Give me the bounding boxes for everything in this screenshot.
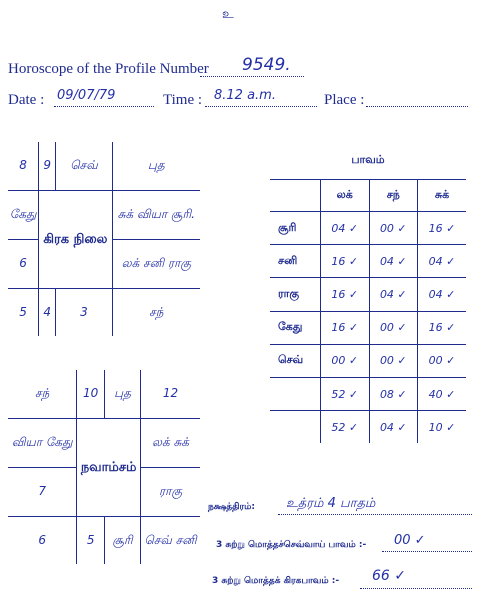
rasi-center-label: கிரக நிலை	[39, 190, 112, 288]
bavam-cell: 00 ✓	[369, 311, 418, 344]
bavam-cell: 16 ✓	[321, 311, 370, 344]
rasi-house: லக் சனி ராகு	[112, 239, 201, 288]
navamsa-house: புத	[105, 369, 141, 418]
bavam-cell: 04 ✓	[321, 211, 370, 244]
place-label: Place :	[324, 92, 365, 108]
navamsa-center-label: நவாம்சம்	[77, 418, 141, 516]
navamsa-house: 6	[7, 516, 77, 565]
bavam-table	[268, 141, 468, 445]
profile-number-line	[200, 76, 304, 77]
bavam-column-header: சுக்	[418, 179, 467, 211]
bavam-planet	[269, 378, 321, 411]
bavam-cell: 52 ✓	[321, 411, 370, 444]
bavam-total-row	[269, 378, 467, 411]
navamsa-house: ராகு	[141, 467, 201, 516]
rasi-house: 8	[7, 141, 39, 190]
bavam-cell: 40 ✓	[418, 378, 467, 411]
bavam-planet	[269, 411, 321, 444]
rasi-house: 3	[56, 288, 112, 337]
bavam-column-header: சந்	[369, 179, 418, 211]
bavam-cell: 16 ✓	[321, 278, 370, 311]
bavam-cell: 52 ✓	[321, 378, 370, 411]
bavam-cell: 00 ✓	[369, 344, 418, 377]
sevvai-total-label: 3 சுற்று மொத்தச்செவ்வாய் பாவம் :-	[216, 540, 367, 550]
bavam-cell: 04 ✓	[369, 278, 418, 311]
navamsa-house: 7	[7, 467, 77, 516]
bavam-cell: 16 ✓	[418, 211, 467, 244]
bavam-cell: 16 ✓	[418, 311, 467, 344]
bavam-planet: செவ்	[269, 344, 321, 377]
bavam-row	[269, 311, 467, 344]
date-label: Date :	[8, 92, 45, 108]
rasi-house: சுக் வியா சூரி.	[112, 190, 201, 239]
navamsa-house: 10	[77, 369, 105, 418]
time-line	[205, 106, 317, 107]
bavam-corner-cell	[269, 179, 321, 211]
rasi-house: 6	[7, 239, 39, 288]
graha-total-line	[360, 588, 472, 589]
top-mark: உ	[222, 6, 234, 21]
navamsa-house: செவ் சனி	[141, 516, 201, 565]
bavam-cell: 08 ✓	[369, 378, 418, 411]
profile-label: Horoscope of the Profile Number	[8, 61, 209, 77]
bavam-planet: சூரி	[269, 211, 321, 244]
navamsa-house: 5	[77, 516, 105, 565]
rasi-house: சந்	[112, 288, 201, 337]
bavam-cell: 00 ✓	[369, 211, 418, 244]
place-line	[366, 106, 468, 107]
bavam-column-header: லக்	[321, 179, 370, 211]
bavam-cell: 10 ✓	[418, 411, 467, 444]
navamsa-house: லக் சுக்	[141, 418, 201, 467]
nakshatra-line	[278, 514, 472, 515]
bavam-cell: 04 ✓	[418, 278, 467, 311]
graha-total-value: 66 ✓	[372, 568, 406, 584]
date-value: 09/07/79	[57, 88, 116, 103]
sevvai-total-line	[382, 551, 472, 552]
rasi-house: கேது	[7, 190, 39, 239]
rasi-house: செவ்	[56, 141, 112, 190]
rasi-chart	[6, 140, 202, 338]
navamsa-chart	[6, 368, 202, 566]
bavam-row	[269, 278, 467, 311]
bavam-cell: 04 ✓	[369, 245, 418, 278]
nakshatra-value: உத்ரம் 4 பாதம்	[286, 496, 376, 511]
bavam-cell: 04 ✓	[369, 411, 418, 444]
bavam-total-row	[269, 411, 467, 444]
rasi-house: 9	[39, 141, 56, 190]
profile-number-value: 9549.	[242, 55, 291, 75]
date-line	[54, 106, 154, 107]
navamsa-house: சந்	[7, 369, 77, 418]
time-label: Time :	[163, 92, 203, 108]
navamsa-house: சூரி	[105, 516, 141, 565]
bavam-cell: 16 ✓	[321, 245, 370, 278]
bavam-row	[269, 211, 467, 244]
bavam-row	[269, 344, 467, 377]
graha-total-label: 3 சுற்று மொத்தக் கிரகபாவம் :-	[212, 576, 340, 586]
bavam-cell: 00 ✓	[321, 344, 370, 377]
bavam-cell: 04 ✓	[418, 245, 467, 278]
rasi-house: புத	[112, 141, 201, 190]
bavam-row	[269, 245, 467, 278]
rasi-house: 5	[7, 288, 39, 337]
time-value: 8.12 a.m.	[214, 88, 276, 103]
bavam-planet: சனி	[269, 245, 321, 278]
rasi-house: 4	[39, 288, 56, 337]
bavam-planet: கேது	[269, 311, 321, 344]
bavam-planet: ராகு	[269, 278, 321, 311]
bavam-cell: 00 ✓	[418, 344, 467, 377]
navamsa-house: வியா கேது	[7, 418, 77, 467]
bavam-title: பாவம்	[269, 142, 467, 179]
nakshatra-label: நக்ஷத்திரம்:	[208, 502, 256, 512]
navamsa-house: 12	[141, 369, 201, 418]
sevvai-total-value: 00 ✓	[394, 533, 426, 548]
